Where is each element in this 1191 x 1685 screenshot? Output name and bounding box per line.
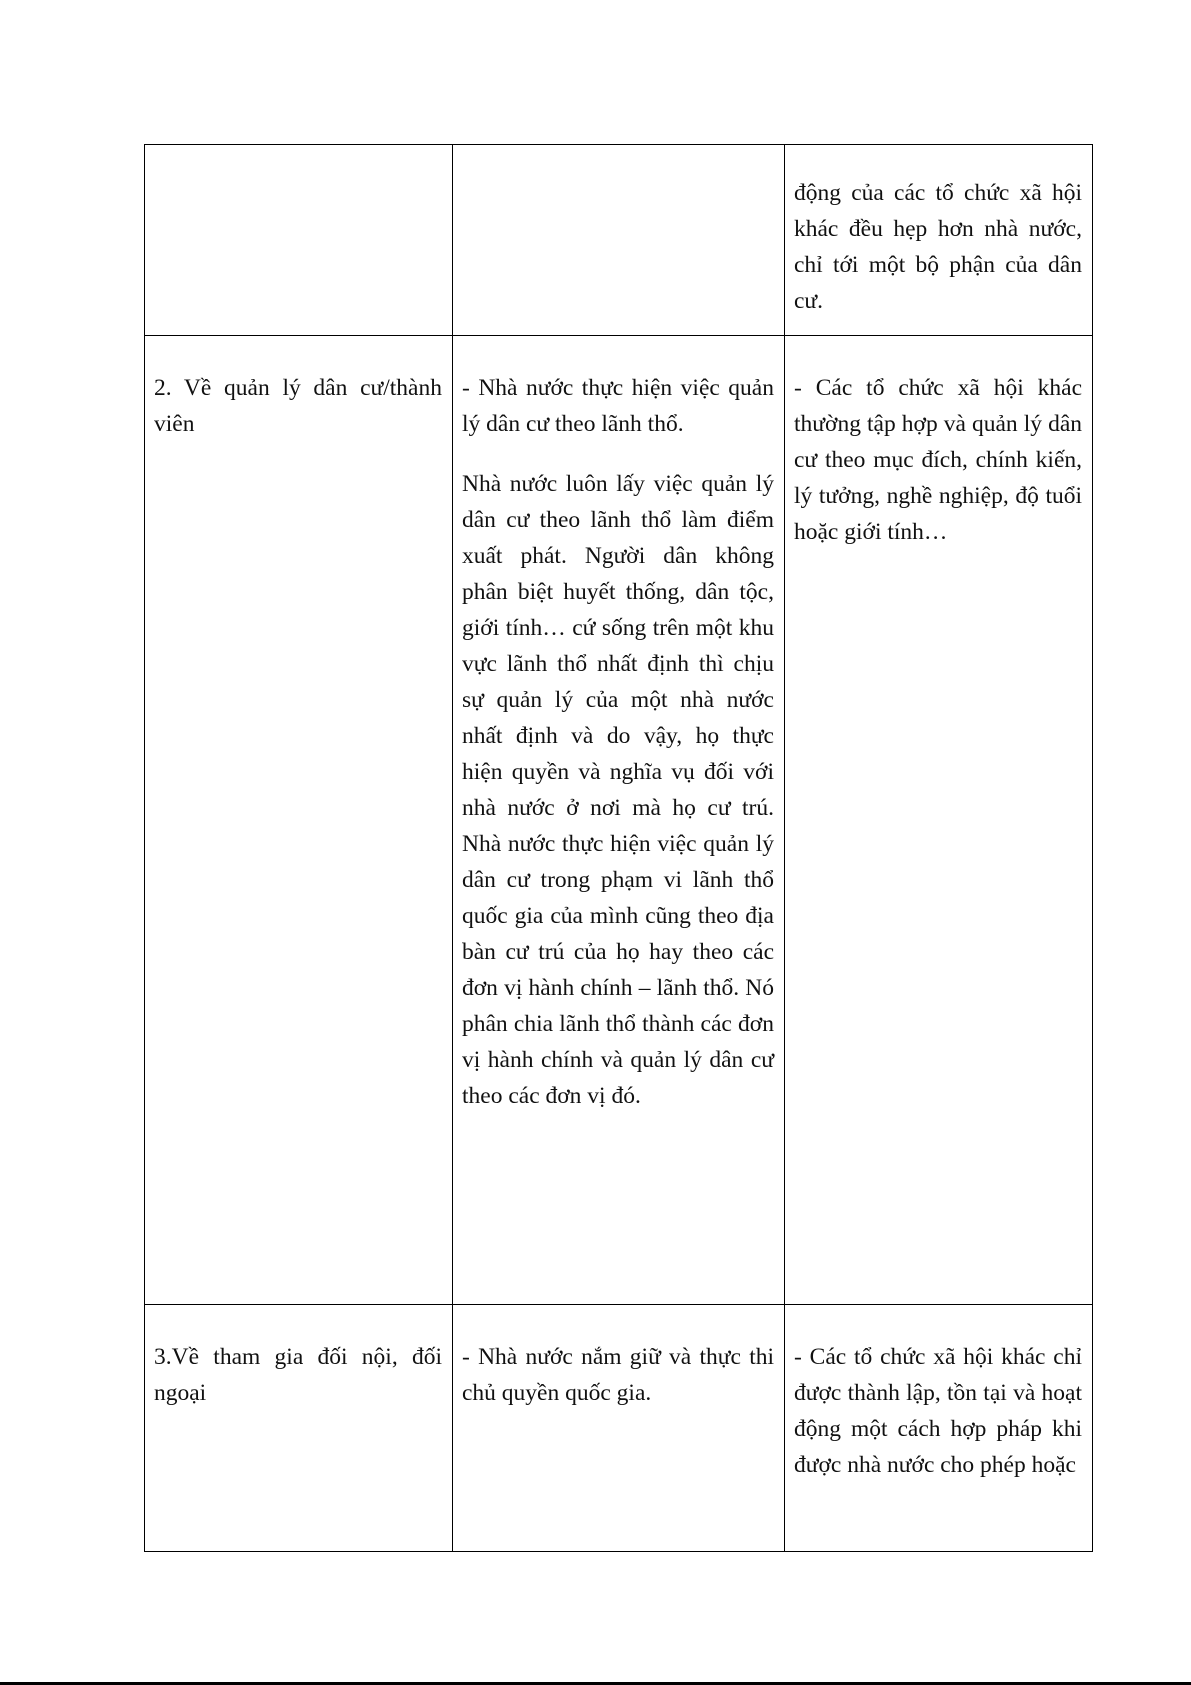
state-paragraph: - Nhà nước nắm giữ và thực thi chủ quyền quốc gia. bbox=[462, 1344, 774, 1406]
comparison-table bbox=[144, 144, 1093, 1552]
other-organizations-paragraph: động của các tổ chức xã hội khác đều hẹp hơn nhà nước, chỉ tới một bộ phận của dân cư. bbox=[794, 180, 1082, 314]
state-cell bbox=[453, 1305, 785, 1552]
other-organizations-cell bbox=[785, 145, 1093, 336]
other-organizations-cell bbox=[785, 336, 1093, 1305]
other-organizations-paragraph: - Các tổ chức xã hội khác thường tập hợp và quản lý dân cư theo mục đích, chính kiến, lý tưởng, nghề nghiệp, độ tuổi hoặc giới tính… bbox=[794, 375, 1082, 545]
state-cell bbox=[453, 145, 785, 336]
table-row bbox=[145, 145, 1093, 336]
table-row bbox=[145, 336, 1093, 1305]
other-organizations-cell bbox=[785, 1305, 1093, 1552]
other-organizations-paragraph: - Các tổ chức xã hội khác chỉ được thành lập, tồn tại và hoạt động một cách hợp pháp khi được nhà nước cho phép hoặc bbox=[794, 1344, 1082, 1478]
state-paragraph: - Nhà nước thực hiện việc quản lý dân cư theo lãnh thổ. bbox=[462, 375, 774, 437]
table-row bbox=[145, 1305, 1093, 1552]
criterion-cell bbox=[145, 145, 453, 336]
criterion-heading: 2. Về quản lý dân cư/thành viên bbox=[154, 375, 442, 437]
criterion-heading: 3.Về tham gia đối nội, đối ngoại bbox=[154, 1344, 442, 1406]
criterion-cell bbox=[145, 1305, 453, 1552]
state-paragraph: Nhà nước luôn lấy việc quản lý dân cư theo lãnh thổ làm điểm xuất phát. Người dân không phân biệt huyết thống, dân tộc, giới tính… cứ sống trên một khu vực lãnh thổ nhất định thì chịu sự quản lý của một nhà nước nhất định và do vậy, họ thực hiện quyền và nghĩa vụ đối với nhà nước ở nơi mà họ cư trú. Nhà nước thực hiện việc quản lý dân cư trong phạm vi lãnh thổ quốc gia của mình cũng theo địa bàn cư trú của họ hay theo các đơn vị hành chính – lãnh thổ. Nó phân chia lãnh thổ thành các đơn vị hành chính và quản lý dân cư theo các đơn vị đó. bbox=[462, 471, 774, 1109]
criterion-cell bbox=[145, 336, 453, 1305]
state-cell bbox=[453, 336, 785, 1305]
